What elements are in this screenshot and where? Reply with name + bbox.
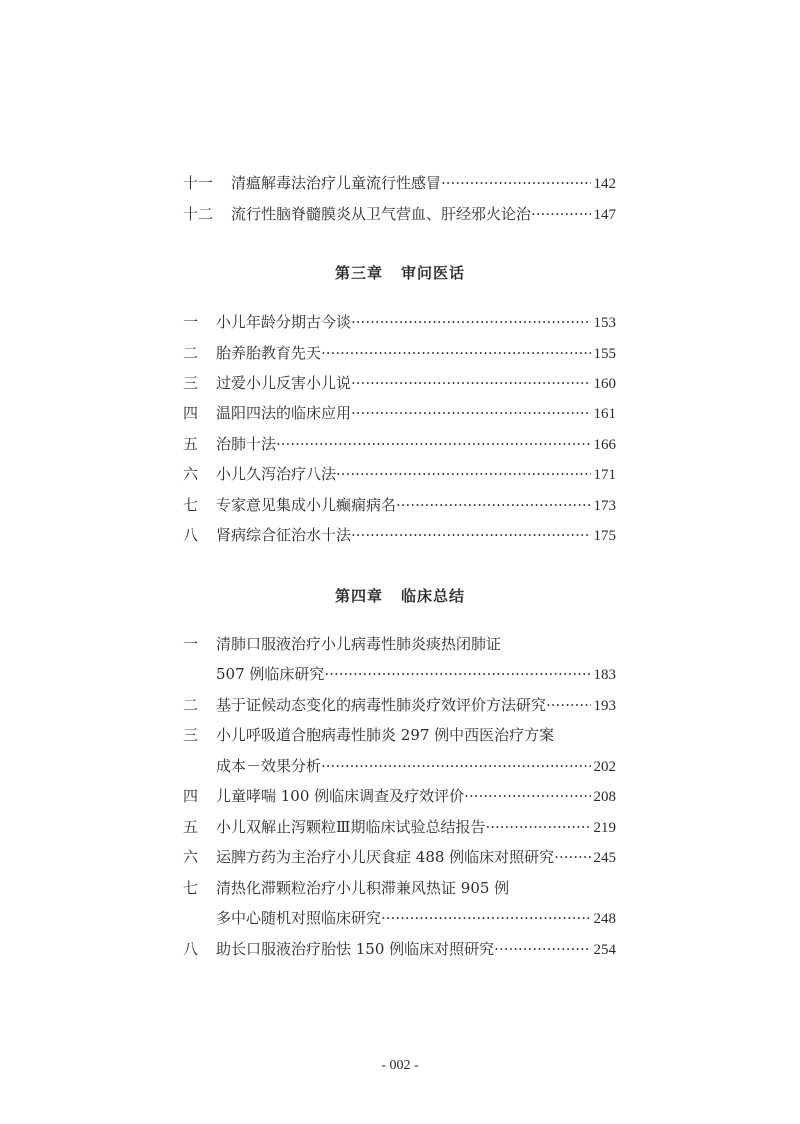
entry-page: 161 [593, 406, 616, 422]
dot-leader [336, 461, 590, 487]
entry-title: 运脾方药为主治疗小儿厌食症 488 例临床对照研究 [216, 848, 555, 866]
entry-number: 六 [183, 848, 199, 866]
dot-leader [441, 170, 590, 196]
toc-entry[interactable] [183, 936, 616, 962]
entry-title: 温阳四法的临床应用 [216, 404, 352, 422]
page-number: - 002 - [381, 1058, 419, 1073]
toc-entry[interactable] [183, 431, 616, 457]
dot-leader [351, 370, 590, 396]
dot-leader [494, 936, 590, 962]
dot-leader [351, 522, 590, 548]
entry-page: 254 [593, 942, 616, 958]
toc-entry-continuation[interactable] [216, 661, 616, 687]
entry-title: 过爱小儿反害小儿说 [216, 374, 352, 392]
chapter-heading [0, 262, 800, 283]
entry-page: 142 [593, 176, 616, 192]
dot-leader [321, 340, 590, 366]
entry-title: 基于证候动态变化的病毒性肺炎疗效评价方法研究 [216, 696, 547, 714]
entry-page: 219 [593, 820, 616, 836]
toc-entry[interactable] [183, 201, 616, 227]
entry-number: 五 [183, 818, 199, 836]
entry-number: 四 [183, 404, 199, 422]
entry-title: 治肺十法 [216, 435, 277, 453]
entry-title: 胎养胎教育先天 [216, 344, 322, 362]
entry-page: 202 [593, 759, 616, 775]
entry-number: 三 [183, 374, 199, 392]
toc-entry[interactable] [183, 400, 616, 426]
entry-page: 173 [593, 498, 616, 514]
entry-page: 175 [593, 528, 616, 544]
toc-entry[interactable] [183, 522, 616, 548]
entry-page: 166 [593, 437, 616, 453]
toc-entry[interactable] [183, 844, 616, 870]
toc-entry[interactable] [183, 370, 616, 396]
chapter-label: 第三章 [334, 264, 383, 282]
entry-number: 七 [183, 496, 199, 514]
dot-leader [396, 492, 590, 518]
entry-number: 二 [183, 344, 199, 362]
entry-title: 清肺口服液治疗小儿病毒性肺炎痰热闭肺证 [216, 635, 502, 653]
entry-page: 245 [593, 850, 616, 866]
toc-entry[interactable] [183, 461, 616, 487]
entry-number: 二 [183, 696, 199, 714]
chapter-heading [0, 585, 800, 606]
toc-entry[interactable] [183, 722, 616, 748]
entry-number: 十二 [183, 205, 214, 223]
entry-number: 四 [183, 787, 199, 805]
chapter-name: 审问医话 [401, 264, 466, 282]
dot-leader [464, 783, 590, 809]
toc-entry[interactable] [183, 692, 616, 718]
entry-page: 153 [593, 315, 616, 331]
entry-number: 十一 [183, 174, 214, 192]
entry-title: 专家意见集成小儿癫痫病名 [216, 496, 397, 514]
toc-entry[interactable] [183, 783, 616, 809]
entry-page: 248 [593, 911, 616, 927]
toc-entry[interactable] [183, 814, 616, 840]
entry-number: 六 [183, 465, 199, 483]
entry-number: 五 [183, 435, 199, 453]
dot-leader [554, 844, 590, 870]
dot-leader [324, 661, 590, 687]
entry-title: 小儿久泻治疗八法 [216, 465, 337, 483]
dot-leader [276, 431, 590, 457]
entry-title: 清瘟解毒法治疗儿童流行性感冒 [231, 174, 442, 192]
chapter-label: 第四章 [334, 587, 383, 605]
entry-page: 183 [593, 667, 616, 683]
dot-leader [351, 309, 590, 335]
entry-page: 171 [593, 467, 616, 483]
entry-title: 流行性脑脊髓膜炎从卫气营血、肝经邪火论治 [231, 205, 532, 223]
entry-page: 160 [593, 376, 616, 392]
entry-page: 193 [593, 698, 616, 714]
entry-title: 儿童哮喘 100 例临床调查及疗效评价 [216, 787, 465, 805]
toc-entry[interactable] [183, 631, 616, 657]
entry-title: 小儿呼吸道合胞病毒性肺炎 297 例中西医治疗方案 [216, 726, 555, 744]
entry-title: 小儿双解止泻颗粒Ⅲ期临床试验总结报告 [216, 818, 486, 836]
entry-number: 八 [183, 940, 199, 958]
toc-entry[interactable] [183, 340, 616, 366]
entry-number: 一 [183, 635, 199, 653]
toc-entry[interactable] [183, 170, 616, 196]
toc-entry[interactable] [183, 492, 616, 518]
entry-title: 小儿年龄分期古今谈 [216, 313, 352, 331]
dot-leader [351, 400, 590, 426]
toc-entry[interactable] [183, 875, 616, 901]
dot-leader [485, 814, 590, 840]
toc-entry[interactable] [183, 309, 616, 335]
dot-leader [546, 692, 590, 718]
dot-leader [381, 905, 590, 931]
entry-title-continued: 多中心随机对照临床研究 [216, 909, 382, 927]
entry-page: 208 [593, 789, 616, 805]
entry-title: 清热化滞颗粒治疗小儿积滞兼风热证 905 例 [216, 879, 510, 897]
entry-title: 助长口服液治疗胎怯 150 例临床对照研究 [216, 940, 495, 958]
entry-number: 三 [183, 726, 199, 744]
entry-page: 147 [593, 207, 616, 223]
entry-title-continued: 507 例临床研究 [216, 665, 325, 683]
entry-title: 肾病综合征治水十法 [216, 526, 352, 544]
entry-title-continued: 成本－效果分析 [216, 757, 322, 775]
entry-number: 八 [183, 526, 199, 544]
entry-number: 一 [183, 313, 199, 331]
entry-number: 七 [183, 879, 199, 897]
toc-entry-continuation[interactable] [216, 753, 616, 779]
chapter-name: 临床总结 [401, 587, 466, 605]
toc-entry-continuation[interactable] [216, 905, 616, 931]
entry-page: 155 [593, 346, 616, 362]
dot-leader [531, 201, 590, 227]
dot-leader [321, 753, 590, 779]
